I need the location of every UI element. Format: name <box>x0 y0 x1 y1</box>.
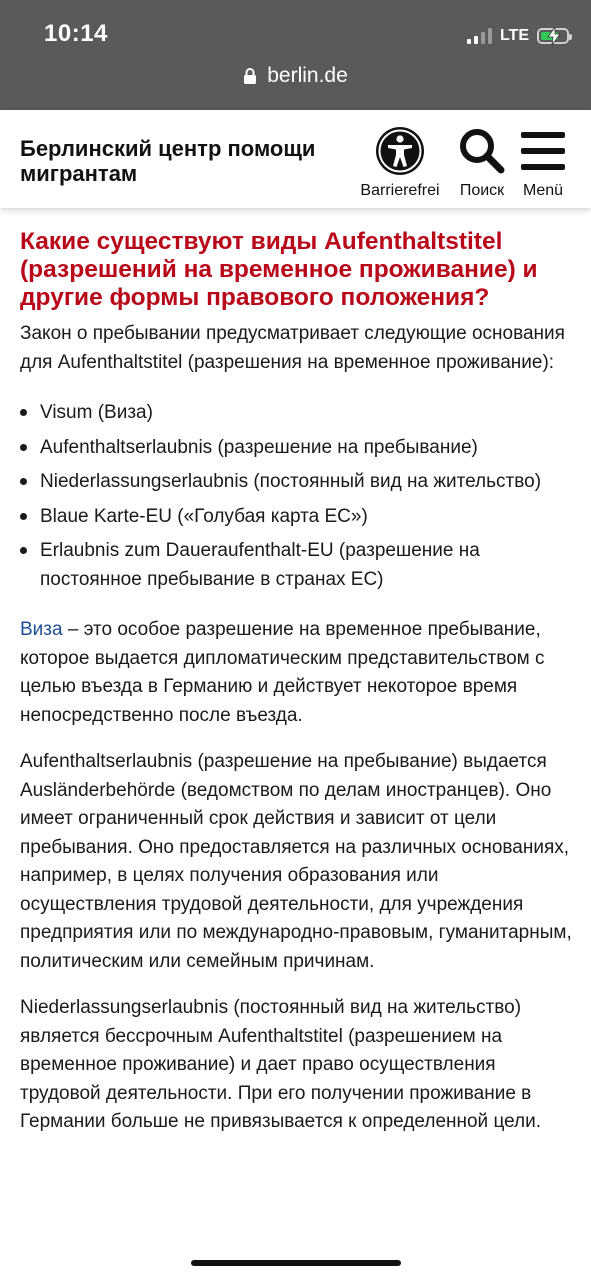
search-icon <box>457 126 507 176</box>
article-heading: Какие существуют виды Aufenthaltstitel (разрешений на временное проживание) и другие формы правового положения? <box>20 228 538 311</box>
settlement-permit-paragraph: Niederlassungserlaubnis (постоянный вид на жительство) является бессрочным Aufenthaltstitel (разрешением на временное проживание) и дает право осуществления трудовой деятельности. При его получении проживание в Германии больше не привязывается к определенной цели. <box>20 997 542 1132</box>
home-indicator[interactable] <box>191 1260 401 1266</box>
hamburger-menu-icon <box>519 126 567 176</box>
permit-types-list <box>20 399 572 594</box>
menu-label: Menü <box>522 182 564 199</box>
status-time: 10:14 <box>44 20 108 47</box>
address-bar[interactable] <box>0 62 591 90</box>
network-type: LTE <box>499 27 529 44</box>
browser-chrome <box>0 0 591 110</box>
list-item: Erlaubnis zum Daueraufenthalt-EU (разрешение на постоянное пребывание в странах ЕС) <box>20 537 572 594</box>
article-content <box>20 228 572 1137</box>
search-label: Поиск <box>459 182 505 199</box>
accessibility-icon <box>375 126 425 176</box>
list-item: Aufenthaltserlaubnis (разрешение на пребывание) <box>20 434 572 463</box>
visa-link[interactable]: Виза <box>20 619 63 640</box>
intro-paragraph: Закон о пребывании предусматривает следующие основания для Aufenthaltstitel (разрешения на временное проживание): <box>20 323 565 373</box>
url-text: berlin.de <box>267 64 348 87</box>
status-indicators <box>467 24 569 48</box>
residence-permit-paragraph: Aufenthaltserlaubnis (разрешение на пребывание) выдается Ausländerbehörde (ведомством по делам иностранцев). Оно имеет ограниченный срок действия и зависит от цели пребывания. Оно предоставляется на различных основаниях, например, в целях получения образования или осуществления трудовой деятельности, для учреждения предприятия или по международно-правовым, гуманитарным, политическим или семейным причинам. <box>20 751 572 972</box>
list-item: Visum (Виза) <box>20 399 572 428</box>
visa-text: – это особое разрешение на временное пребывание, которое выдается дипломатическим представительством с целью въезда в Германию и действует некоторое время непосредственно после въезда. <box>20 619 545 726</box>
signal-strength-icon <box>467 28 492 44</box>
list-item: Niederlassungserlaubnis (постоянный вид на жительство) <box>20 468 572 497</box>
list-item: Blaue Karte-EU («Голубая карта ЕС») <box>20 503 572 532</box>
search-button[interactable] <box>452 126 512 200</box>
battery-icon <box>537 28 569 44</box>
site-header <box>0 110 591 208</box>
visa-paragraph <box>20 616 572 730</box>
charging-bolt-icon <box>547 27 561 45</box>
menu-button[interactable] <box>516 126 570 200</box>
site-title[interactable]: Берлинский центр помощи мигрантам <box>20 136 316 186</box>
accessibility-label: Barrierefrei <box>360 182 440 199</box>
lock-icon <box>243 67 257 85</box>
accessibility-button[interactable] <box>356 126 444 200</box>
